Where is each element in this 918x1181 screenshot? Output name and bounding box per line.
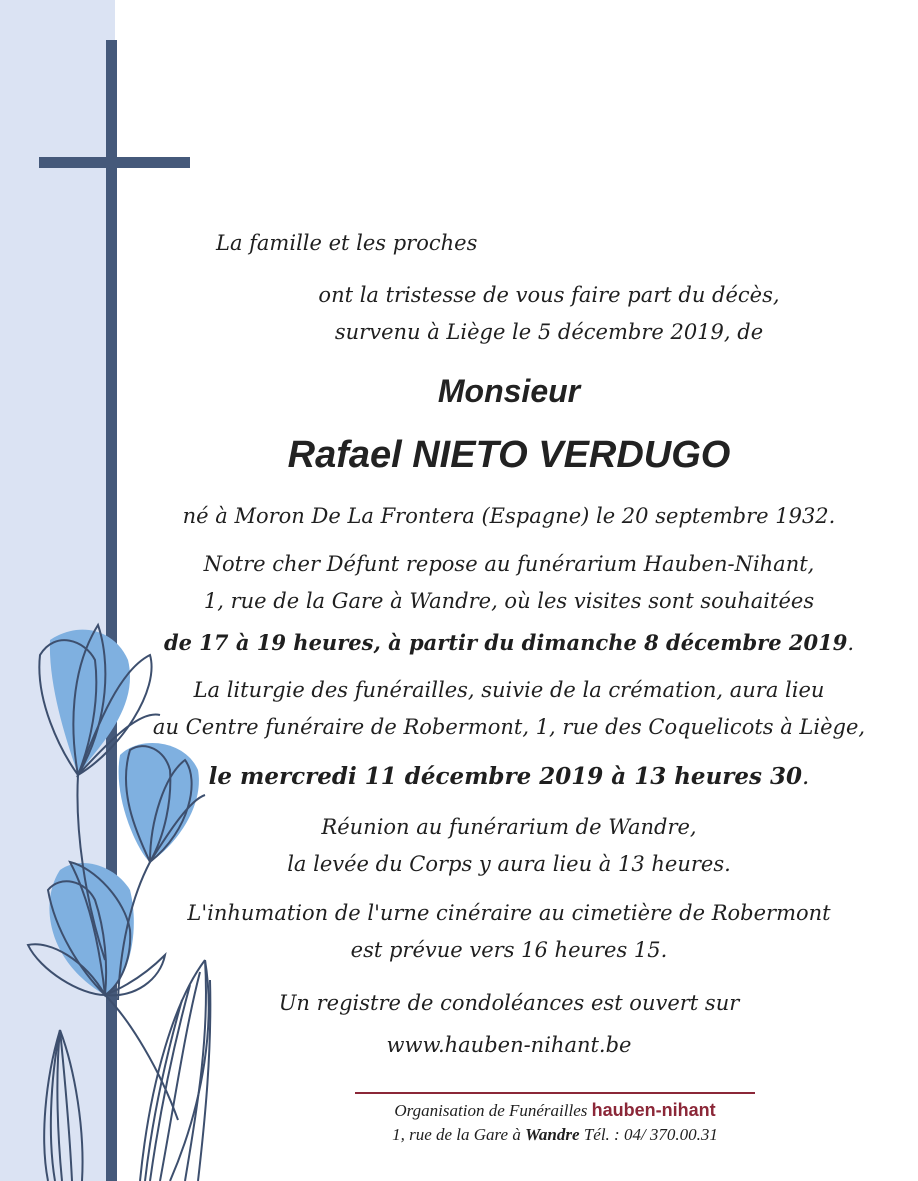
announcement-line-1: ont la tristesse de vous faire part du décès,: [318, 283, 780, 307]
burial-line-1: L'inhumation de l'urne cinéraire au cimetière de Robermont: [187, 901, 831, 925]
liturgy-line-1: La liturgie des funérailles, suivie de la crémation, aura lieu: [193, 678, 825, 702]
repose-line-2: 1, rue de la Gare à Wandre, où les visites sont souhaitées: [203, 589, 815, 613]
ceremony-date: le mercredi 11 décembre 2019 à 13 heures 30.: [208, 763, 810, 790]
footer-organisation: [340, 1100, 770, 1121]
title-monsieur: Monsieur: [437, 373, 581, 409]
phone-number: Tél. : 04/ 370.00.31: [583, 1125, 718, 1144]
brand-logo: hauben-nihant: [591, 1100, 716, 1120]
burial-line-2: est prévue vers 16 heures 15.: [350, 938, 668, 962]
intro-text: La famille et les proches: [216, 231, 478, 255]
address-prefix: 1, rue de la Gare à: [392, 1125, 521, 1144]
cross-icon-arm: [39, 157, 190, 168]
footer-address: [340, 1125, 770, 1145]
announcement-line-2: survenu à Liège le 5 décembre 2019, de: [334, 320, 764, 344]
footer-divider: [355, 1092, 755, 1094]
visit-hours-text: de 17 à 19 heures, à partir du dimanche 8 décembre 2019: [163, 630, 848, 655]
deceased-name: Rafael NIETO VERDUGO: [287, 434, 731, 476]
visit-hours: de 17 à 19 heures, à partir du dimanche 8 décembre 2019.: [163, 630, 855, 655]
liturgy-line-2: au Centre funéraire de Robermont, 1, rue des Coquelicots à Liège,: [152, 715, 866, 739]
website-link[interactable]: www.hauben-nihant.be: [386, 1033, 632, 1057]
birth-text: né à Moron De La Frontera (Espagne) le 20 septembre 1932.: [182, 504, 836, 528]
organisation-label: Organisation de Funérailles: [394, 1101, 588, 1120]
meeting-line-2: la levée du Corps y aura lieu à 13 heures.: [287, 852, 731, 876]
repose-line-1: Notre cher Défunt repose au funérarium Hauben-Nihant,: [203, 552, 815, 576]
meeting-line-1: Réunion au funérarium de Wandre,: [321, 815, 697, 839]
register-text: Un registre de condoléances est ouvert sur: [278, 991, 740, 1015]
ceremony-date-text: le mercredi 11 décembre 2019 à 13 heures 30: [208, 763, 802, 790]
address-city: Wandre: [525, 1125, 580, 1144]
